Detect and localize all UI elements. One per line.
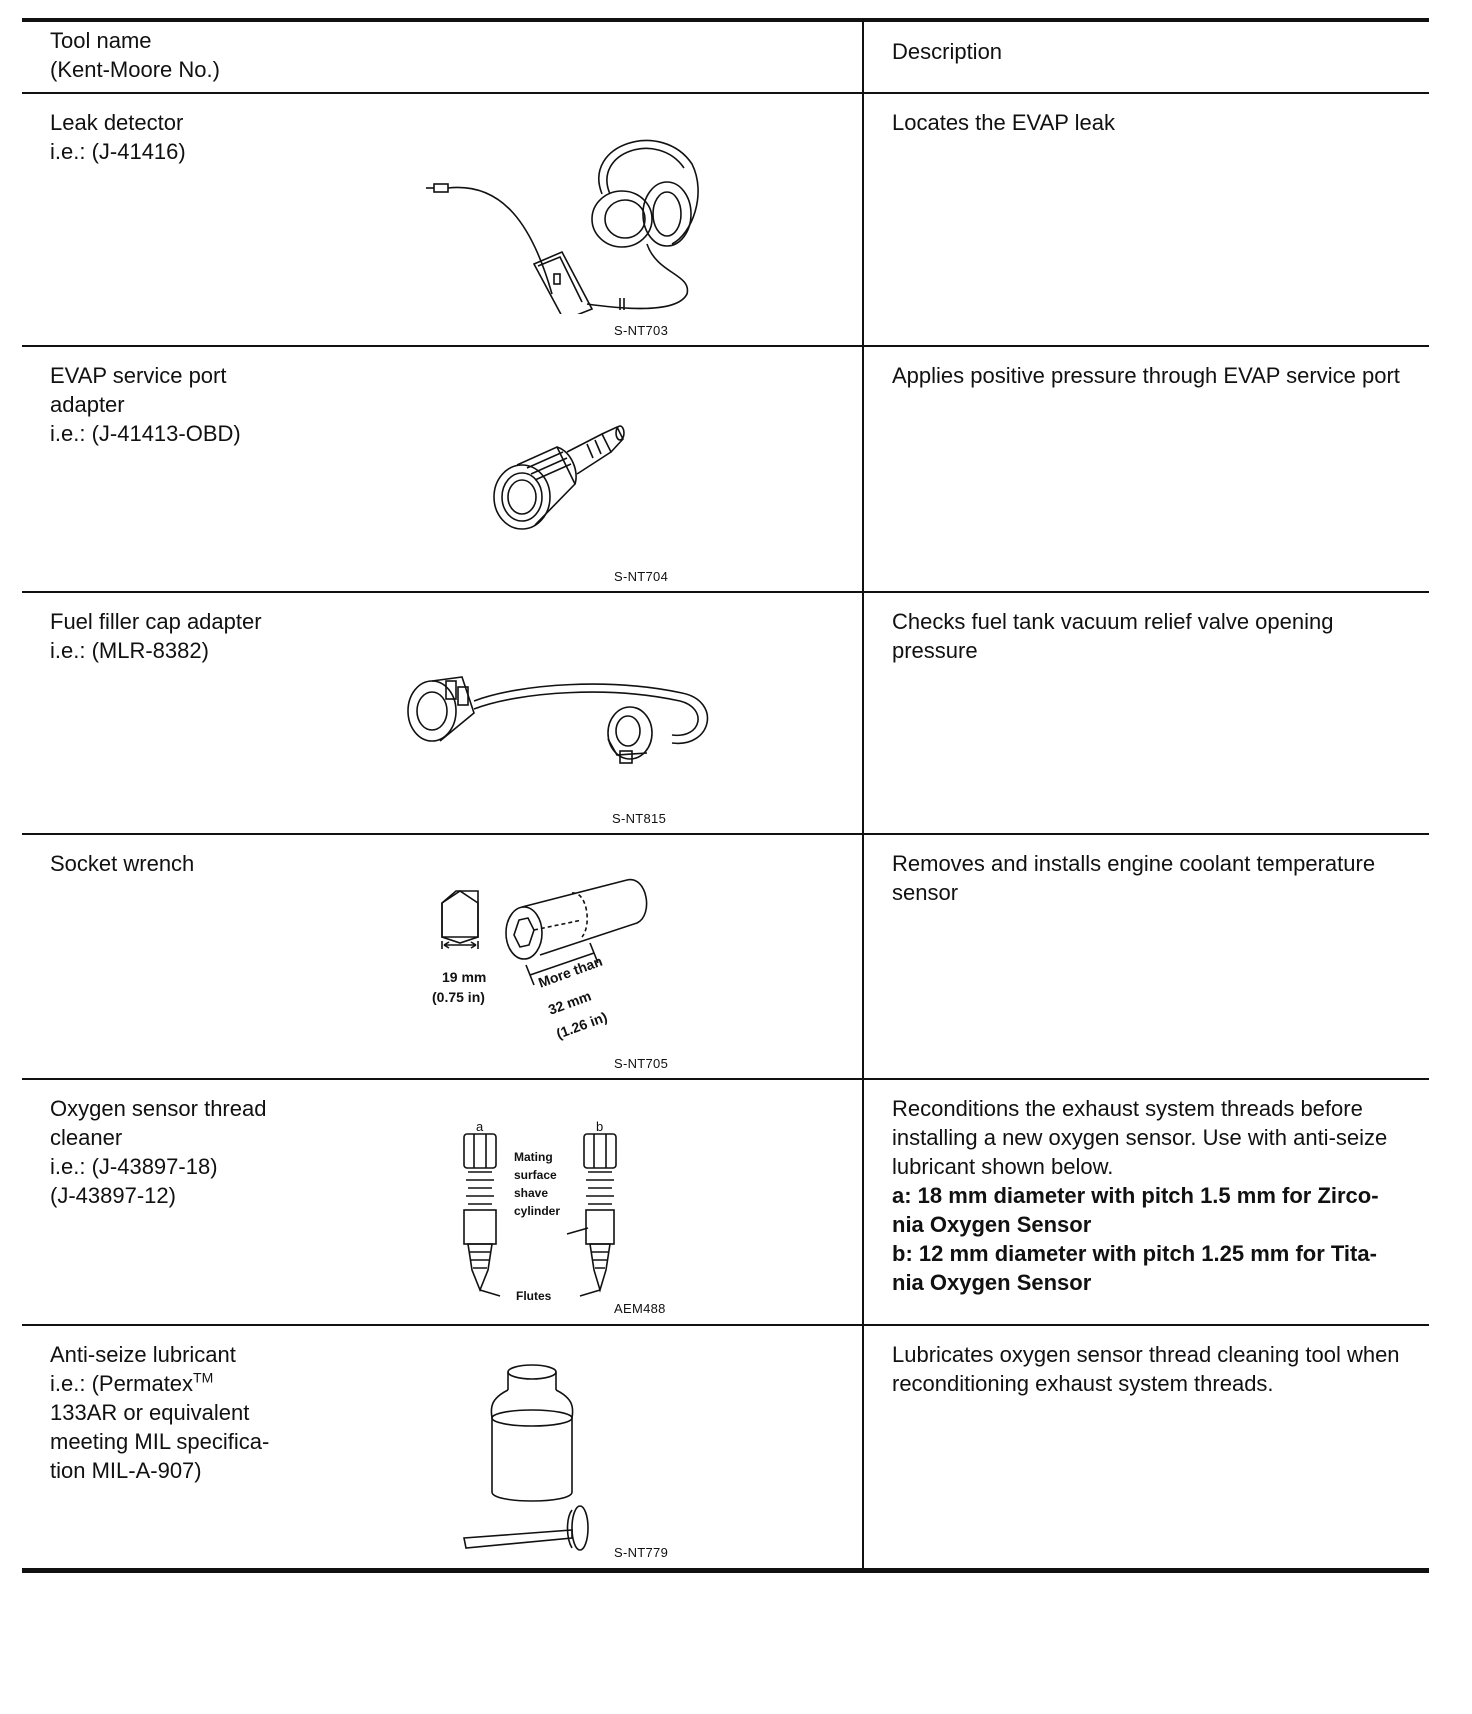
- tool-name: [50, 607, 310, 665]
- tool-number-line: i.e.: (J-41413-OBD): [50, 421, 241, 446]
- figure-code: S-NT704: [614, 569, 669, 584]
- mating-surface-label: Mating surface shave cylinder: [514, 1150, 561, 1218]
- tool-number-line: i.e.: (Permatex™: [50, 1369, 214, 1396]
- table-row: [22, 592, 1429, 834]
- description-text: Checks fuel tank vacuum relief valve opening pressure: [892, 609, 1334, 663]
- tool-number-line: i.e.: (MLR-8382): [50, 638, 209, 663]
- table-row: [22, 834, 1429, 1079]
- depth-mm-label: 32 mm: [546, 987, 594, 1018]
- tool-cell: [22, 1325, 863, 1571]
- tool-name-line: Socket wrench: [50, 851, 195, 876]
- depth-inch-label: (1.26 in): [554, 1008, 610, 1042]
- description-spec-line: b: 12 mm diameter with pitch 1.25 mm for Tita-: [892, 1241, 1377, 1266]
- tool-b-label: b: [596, 1119, 604, 1134]
- description-cell: [863, 834, 1429, 1079]
- table-row: [22, 1325, 1429, 1571]
- leak-detector-icon: [422, 124, 732, 314]
- tool-name-line: Anti-seize lubricant: [50, 1342, 236, 1367]
- description-text: [892, 1094, 1412, 1297]
- filler-cap-adapter-icon: [402, 673, 722, 783]
- header-tool-name-label: Tool name: [50, 28, 152, 53]
- figure-code: S-NT703: [614, 323, 669, 338]
- tool-name-line: EVAP service port: [50, 363, 227, 388]
- tool-name-line: cleaner: [50, 1125, 123, 1150]
- description-cell: [863, 1325, 1429, 1571]
- tool-name: [50, 1340, 310, 1485]
- hex-size-inch-label: (0.75 in): [432, 989, 485, 1005]
- tool-name-line: Leak detector: [50, 110, 184, 135]
- table-header-row: [22, 20, 1429, 93]
- description-cell: [863, 93, 1429, 346]
- tool-name: [50, 849, 310, 878]
- depth-label: More than: [536, 952, 605, 991]
- tool-number-line: i.e.: (J-43897-18): [50, 1154, 218, 1179]
- lubricant-bottle-icon: [462, 1362, 622, 1562]
- hex-size-label: 19 mm: [442, 969, 487, 985]
- tool-name: [50, 361, 310, 448]
- special-tools-table: [22, 18, 1429, 1573]
- tool-cell: [22, 834, 863, 1079]
- description-spec-line: a: 18 mm diameter with pitch 1.5 mm for Zirco-: [892, 1183, 1379, 1208]
- tool-number-line: meeting MIL specifica-: [50, 1429, 270, 1454]
- figure-code: S-NT705: [614, 1056, 669, 1071]
- service-port-adapter-icon: [487, 422, 637, 542]
- header-tool-name: [50, 26, 220, 84]
- figure-code: S-NT779: [614, 1545, 669, 1560]
- description-spec-line: nia Oxygen Sensor: [892, 1212, 1092, 1237]
- tool-name: [50, 1094, 310, 1210]
- figure-code: S-NT815: [612, 811, 667, 826]
- header-tool-cell: [22, 20, 863, 93]
- tool-cell: [22, 93, 863, 346]
- tool-number-line: i.e.: (J-41416): [50, 139, 186, 164]
- tool-name-line: Fuel filler cap adapter: [50, 609, 262, 634]
- table-row: [22, 346, 1429, 592]
- tool-number-line: (J-43897-12): [50, 1183, 176, 1208]
- description-text: Lubricates oxygen sensor thread cleaning tool when reconditioning exhaust system threads.: [892, 1342, 1400, 1396]
- tool-name-line: adapter: [50, 392, 125, 417]
- tool-name: [50, 108, 310, 166]
- flutes-label: Flutes: [516, 1289, 552, 1303]
- description-body: Reconditions the exhaust system threads before installing a new oxygen sensor. Use with anti-seize lubricant shown below.: [892, 1096, 1388, 1179]
- tool-cell: [22, 346, 863, 592]
- figure-code: AEM488: [614, 1301, 666, 1316]
- table-row: [22, 1079, 1429, 1325]
- description-text: Locates the EVAP leak: [892, 110, 1115, 135]
- tool-cell: [22, 1079, 863, 1325]
- tool-cell: [22, 592, 863, 834]
- tool-name-line: Oxygen sensor thread: [50, 1096, 267, 1121]
- header-kent-moore-label: (Kent-Moore No.): [50, 57, 220, 82]
- table-row: [22, 93, 1429, 346]
- header-description-label: Description: [892, 39, 1003, 64]
- description-cell: [863, 1079, 1429, 1325]
- tool-number-line: 133AR or equivalent: [50, 1400, 250, 1425]
- description-text: Removes and installs engine coolant temperature sensor: [892, 851, 1376, 905]
- description-cell: [863, 346, 1429, 592]
- description-text: Applies positive pressure through EVAP service port: [892, 363, 1400, 388]
- description-spec-line: nia Oxygen Sensor: [892, 1270, 1092, 1295]
- description-cell: [863, 592, 1429, 834]
- trademark-mark: TM: [193, 1369, 214, 1386]
- header-description-cell: [863, 20, 1429, 93]
- tool-a-label: a: [476, 1119, 484, 1134]
- tool-number-line: tion MIL-A-907): [50, 1458, 202, 1483]
